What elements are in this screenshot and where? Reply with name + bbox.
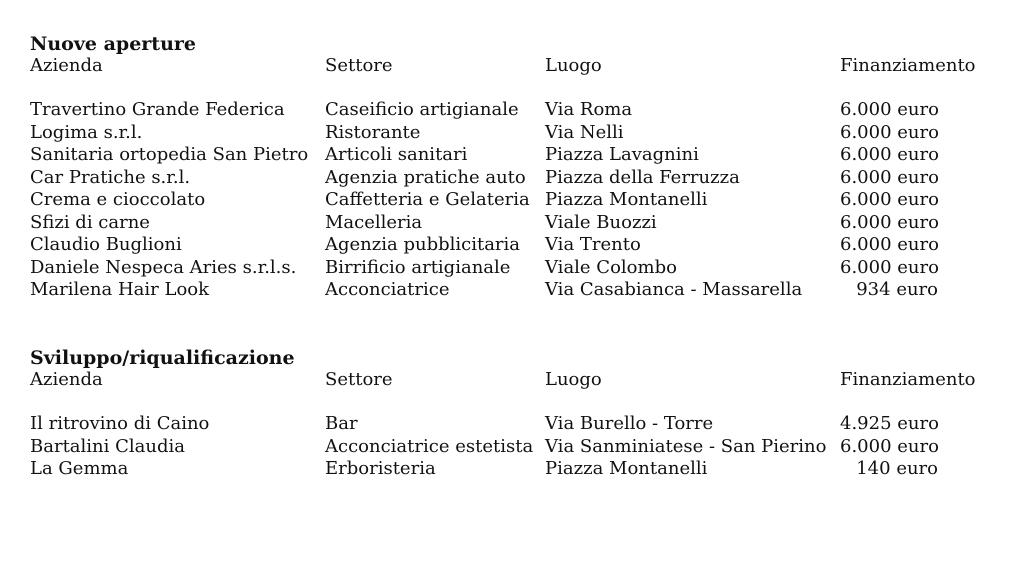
- cell-luogo: Piazza Lavagnini: [545, 144, 699, 165]
- cell-finanziamento: 6.000 euro: [840, 189, 939, 210]
- cell-luogo: Via Sanminiatese - San Pierino: [545, 435, 827, 457]
- cell-settore: Agenzia pubblicitaria: [325, 234, 521, 255]
- cell-azienda: Sanitaria ortopedia San Pietro: [30, 144, 309, 165]
- cell-finanziamento: 140 euro: [856, 458, 938, 479]
- cell-luogo: Viale Buozzi: [545, 211, 657, 233]
- cell-settore: Erboristeria: [325, 458, 436, 479]
- cell-luogo: Via Casabianca - Massarella: [545, 279, 803, 300]
- cell-azienda: Marilena Hair Look: [30, 279, 210, 300]
- cell-azienda: Il ritrovino di Caino: [30, 413, 210, 434]
- header-luogo: Luogo: [545, 55, 602, 76]
- cell-finanziamento: 6.000 euro: [840, 99, 939, 120]
- cell-luogo: Via Trento: [545, 234, 641, 255]
- cell-settore: Acconciatrice: [325, 279, 450, 300]
- table-row: [30, 458, 990, 481]
- cell-finanziamento: 6.000 euro: [840, 211, 939, 233]
- cell-settore: Articoli sanitari: [325, 144, 468, 165]
- cell-luogo: Via Burello - Torre: [545, 413, 714, 434]
- table-row: [30, 144, 990, 167]
- section-title: Nuove aperture: [30, 33, 196, 55]
- cell-settore: Acconciatrice estetista: [325, 435, 534, 457]
- cell-azienda: Travertino Grande Federica: [30, 99, 285, 120]
- table-row: [30, 234, 990, 257]
- cell-settore: Ristorante: [325, 121, 421, 143]
- cell-luogo: Piazza della Ferruzza: [545, 166, 740, 188]
- cell-settore: Caseificio artigianale: [325, 99, 519, 120]
- cell-luogo: Via Nelli: [545, 121, 624, 143]
- table-row: [30, 167, 990, 190]
- table-row: [30, 413, 990, 436]
- table-body: [30, 99, 990, 302]
- table-row: [30, 257, 990, 280]
- cell-azienda: Bartalini Claudia: [30, 435, 185, 457]
- cell-finanziamento: 6.000 euro: [840, 256, 939, 278]
- table-row: [30, 212, 990, 235]
- header-luogo: Luogo: [545, 369, 602, 390]
- table-row: [30, 189, 990, 212]
- cell-luogo: Piazza Montanelli: [545, 189, 708, 210]
- cell-luogo: Via Roma: [545, 99, 633, 120]
- cell-finanziamento: 4.925 euro: [840, 413, 939, 434]
- cell-azienda: Claudio Buglioni: [30, 234, 182, 255]
- cell-finanziamento: 6.000 euro: [840, 166, 939, 188]
- cell-azienda: Crema e cioccolato: [30, 189, 206, 210]
- cell-azienda: Sfizi di carne: [30, 211, 150, 233]
- table-header: [30, 369, 990, 391]
- cell-azienda: Daniele Nespeca Aries s.r.l.s.: [30, 256, 297, 278]
- cell-finanziamento: 934 euro: [856, 279, 938, 300]
- header-settore: Settore: [325, 55, 393, 76]
- cell-finanziamento: 6.000 euro: [840, 435, 939, 457]
- table-row: [30, 436, 990, 459]
- cell-finanziamento: 6.000 euro: [840, 234, 939, 255]
- cell-finanziamento: 6.000 euro: [840, 121, 939, 143]
- cell-luogo: Viale Colombo: [545, 256, 677, 278]
- header-azienda: Azienda: [30, 369, 103, 390]
- header-settore: Settore: [325, 369, 393, 390]
- table-row: [30, 99, 990, 122]
- section-title: Sviluppo/riqualificazione: [30, 347, 295, 369]
- cell-settore: Bar: [325, 413, 358, 434]
- cell-finanziamento: 6.000 euro: [840, 144, 939, 165]
- cell-azienda: Car Pratiche s.r.l.: [30, 166, 191, 188]
- cell-azienda: Logima s.r.l.: [30, 121, 143, 143]
- cell-luogo: Piazza Montanelli: [545, 458, 708, 479]
- section-nuove-aperture: [30, 33, 990, 302]
- cell-settore: Caffetteria e Gelateria: [325, 189, 530, 210]
- cell-settore: Agenzia pratiche auto: [325, 166, 526, 188]
- cell-settore: Macelleria: [325, 211, 423, 233]
- header-finanziamento: Finanziamento: [840, 55, 976, 76]
- table-header: [30, 55, 990, 77]
- cell-azienda: La Gemma: [30, 458, 129, 479]
- header-azienda: Azienda: [30, 55, 103, 76]
- section-sviluppo-riqualificazione: [30, 347, 990, 481]
- table-body: [30, 413, 990, 481]
- table-row: [30, 279, 990, 302]
- header-finanziamento: Finanziamento: [840, 369, 976, 390]
- cell-settore: Birrificio artigianale: [325, 256, 511, 278]
- table-row: [30, 122, 990, 145]
